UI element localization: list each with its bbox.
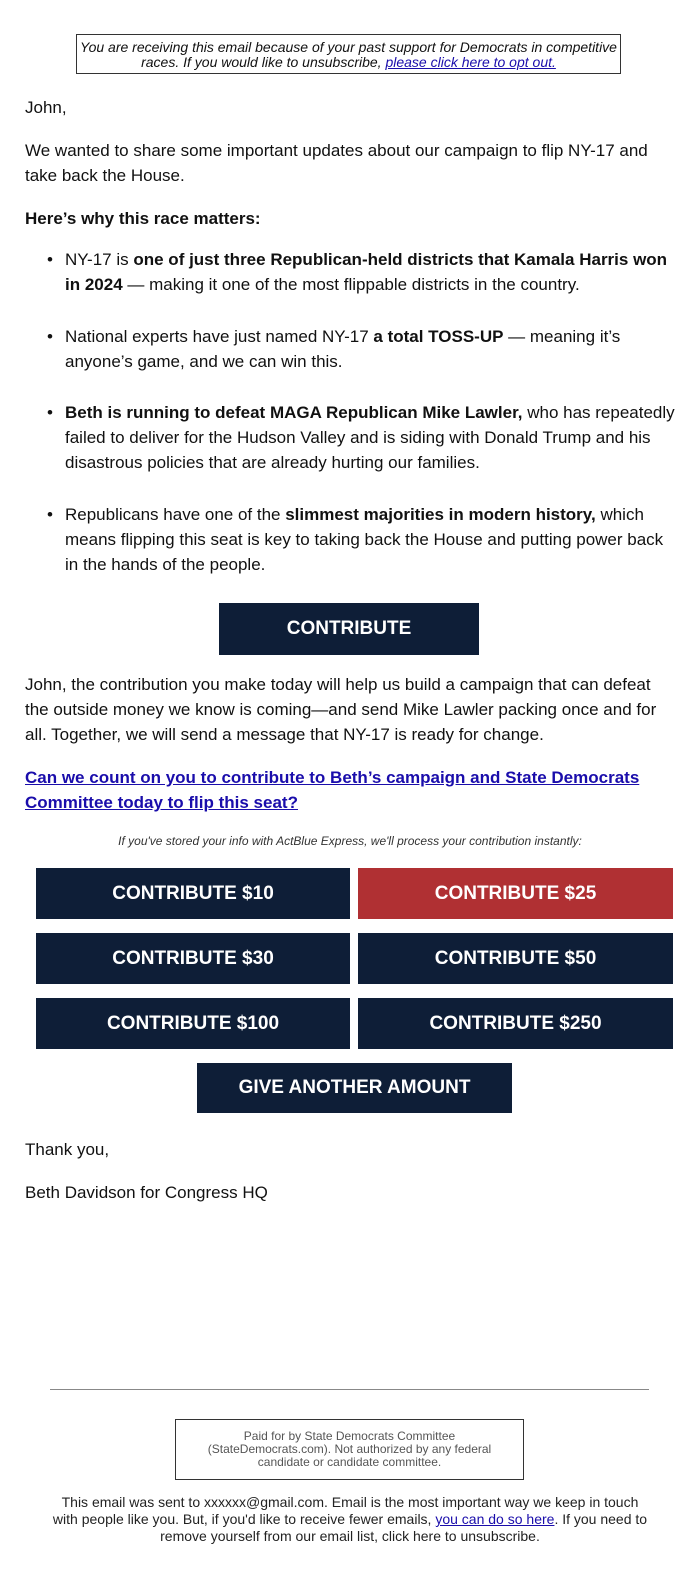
footer-divider — [50, 1389, 649, 1390]
signoff: Thank you, — [25, 1140, 110, 1159]
contribute-30-button[interactable]: CONTRIBUTE $30 — [36, 933, 350, 984]
list-item: • Republicans have one of the slimmest majorities in modern history, which means flipping this seat is key to taking back the House and putting power back in the hands of the people. — [65, 502, 677, 577]
intro-paragraph: We wanted to share some important updates about our campaign to flip NY-17 and take back the House. — [25, 141, 648, 185]
actblue-express-note: If you've stored your info with ActBlue Express, we'll process your contribution instantly: — [118, 834, 582, 848]
recipient-email: xxxxxx@gmail.com — [204, 1494, 325, 1510]
appeal-paragraph: John, the contribution you make today will help us build a campaign that can defeat the outside money we know is coming—and send Mike Lawler packing once and for all. Together, we will send a message that NY-17 is ready for change. — [25, 675, 657, 744]
contribute-ask-link[interactable]: Can we count on you to contribute to Beth’s campaign and State Democrats Committee today to flip this seat? — [25, 768, 640, 812]
fewer-emails-link[interactable]: you can do so here — [435, 1511, 555, 1527]
why-heading: Here’s why this race matters: — [25, 209, 261, 228]
list-item: • National experts have just named NY-17 a total TOSS-UP — meaning it’s anyone’s game, and we can win this. — [65, 324, 677, 374]
paid-for-disclaimer: Paid for by State Democrats Committee (StateDemocrats.com). Not authorized by any federal candidate or candidate committee. — [175, 1419, 524, 1480]
footer-text: This email was sent to xxxxxx@gmail.com. Email is the most important way we keep in touch with people like you. But, if you'd like to receive fewer emails, you can do so here. If you need to remove yourself from our email list, click here to unsubscribe. — [52, 1494, 648, 1544]
contribute-250-button[interactable]: CONTRIBUTE $250 — [358, 998, 673, 1049]
list-item: • NY-17 is one of just three Republican-held districts that Kamala Harris won in 2024 — making it one of the most flippable districts in the country. — [65, 247, 677, 297]
give-another-amount-button[interactable]: GIVE ANOTHER AMOUNT — [197, 1063, 512, 1113]
contribute-10-button[interactable]: CONTRIBUTE $10 — [36, 868, 350, 919]
contribute-100-button[interactable]: CONTRIBUTE $100 — [36, 998, 350, 1049]
disclaimer-text: You are receiving this email because of your past support for Democrats in competitive races. If you would like to unsubscribe, — [80, 39, 617, 70]
top-disclaimer — [76, 34, 621, 74]
contribute-50-button[interactable]: CONTRIBUTE $50 — [358, 933, 673, 984]
list-item: • Beth is running to defeat MAGA Republican Mike Lawler, who has repeatedly failed to deliver for the Hudson Valley and is siding with Donald Trump and his disastrous policies that are already hurting our families. — [65, 400, 677, 475]
contribute-25-button[interactable]: CONTRIBUTE $25 — [358, 868, 673, 919]
greeting: John, — [25, 98, 67, 117]
signature: Beth Davidson for Congress HQ — [25, 1183, 268, 1202]
opt-out-link[interactable]: please click here to opt out. — [385, 54, 556, 70]
contribute-button[interactable]: CONTRIBUTE — [219, 603, 479, 655]
